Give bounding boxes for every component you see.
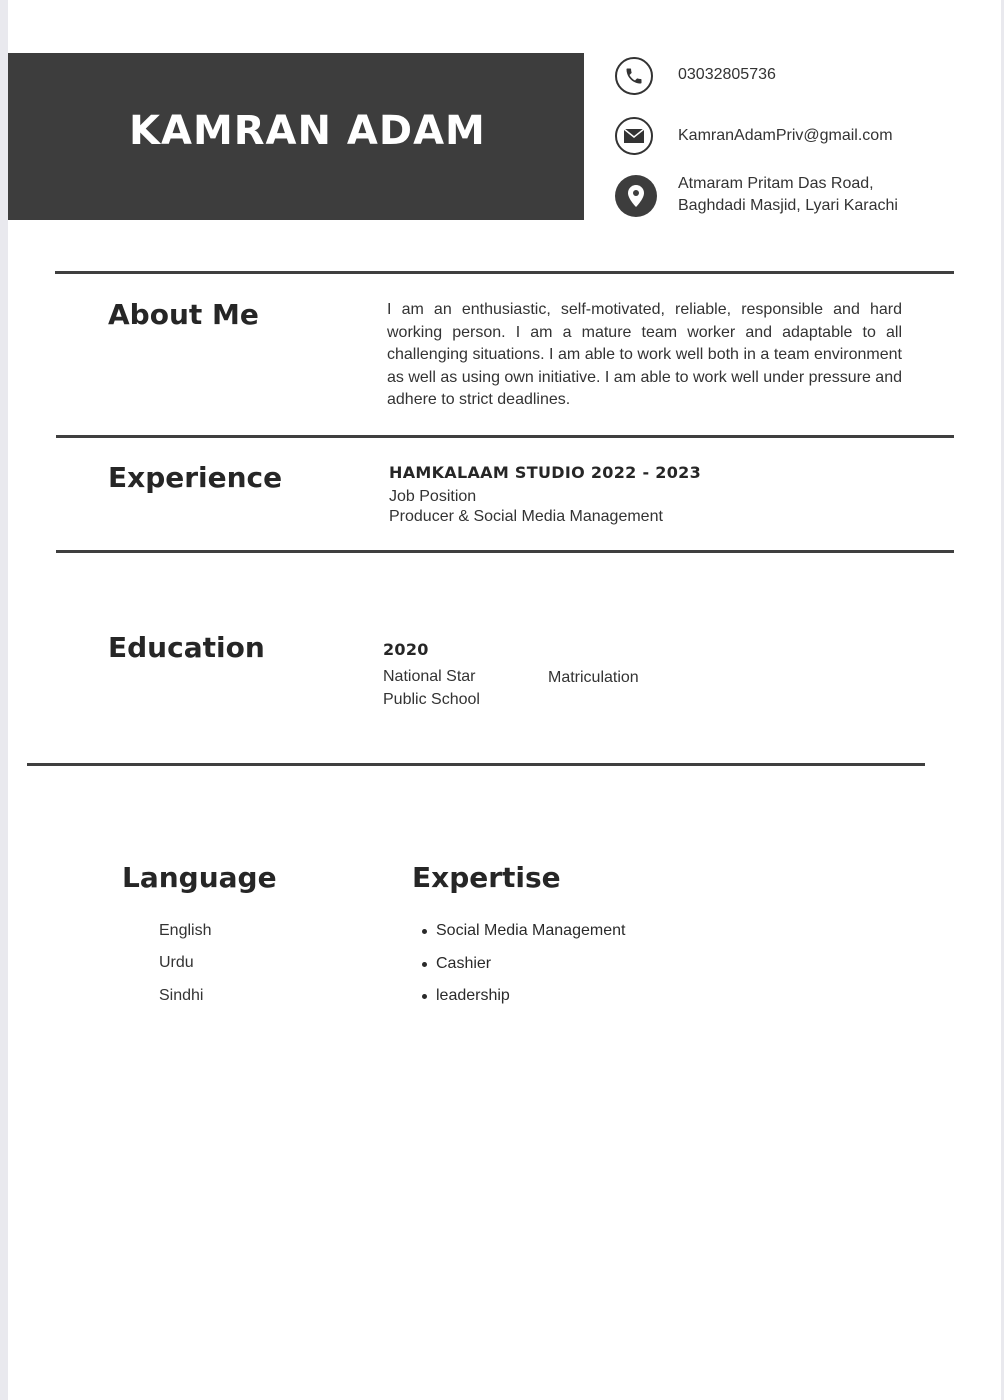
education-school bbox=[383, 665, 480, 711]
language-item: Urdu bbox=[159, 954, 194, 971]
divider bbox=[56, 550, 954, 553]
divider bbox=[27, 763, 925, 766]
expertise-label: Cashier bbox=[436, 955, 492, 972]
position-label: Job Position bbox=[389, 488, 477, 505]
expertise-label: Social Media Management bbox=[436, 922, 626, 939]
bullet-icon bbox=[422, 994, 427, 999]
address-line-2: Baghdadi Masjid, Lyari Karachi bbox=[678, 197, 898, 214]
education-degree: Matriculation bbox=[548, 669, 639, 686]
about-text: I am an enthusiastic, self-motivated, reliable, responsible and hard working person. I am a mature team worker and adaptable to all challenging situations. I am able to work well both in a team environment as well as using own initiative. I am able to work well under pressure and adhere to strict deadlines. bbox=[387, 301, 902, 408]
bullet-icon bbox=[422, 962, 427, 967]
expertise-title: Expertise bbox=[412, 861, 561, 894]
about-title: About Me bbox=[108, 298, 259, 331]
school-line-2: Public School bbox=[383, 691, 480, 708]
education-year: 2020 bbox=[383, 640, 429, 659]
phone-number: 03032805736 bbox=[678, 66, 776, 83]
divider bbox=[56, 435, 954, 438]
experience-title: Experience bbox=[108, 461, 283, 494]
expertise-label: leadership bbox=[436, 987, 510, 1004]
expertise-item bbox=[422, 955, 491, 973]
address-line-1: Atmaram Pritam Das Road, bbox=[678, 175, 874, 192]
phone-icon bbox=[615, 57, 653, 95]
expertise-item bbox=[422, 922, 625, 940]
email-icon bbox=[615, 117, 653, 155]
experience-company: HAMKALAAM STUDIO 2022 - 2023 bbox=[389, 463, 702, 482]
language-item: Sindhi bbox=[159, 987, 204, 1004]
location-pin-icon bbox=[615, 175, 657, 217]
experience-details bbox=[389, 487, 663, 526]
bullet-icon bbox=[422, 929, 427, 934]
email-address: KamranAdamPriv@gmail.com bbox=[678, 127, 893, 144]
language-title: Language bbox=[122, 861, 277, 894]
school-line-1: National Star bbox=[383, 668, 476, 685]
expertise-item bbox=[422, 987, 510, 1005]
position-title: Producer & Social Media Management bbox=[389, 507, 663, 525]
address bbox=[678, 173, 898, 217]
language-item: English bbox=[159, 922, 212, 939]
candidate-name: KAMRAN ADAM bbox=[129, 108, 486, 154]
divider bbox=[55, 271, 954, 274]
education-title: Education bbox=[108, 631, 265, 664]
resume-page bbox=[8, 0, 1001, 1400]
